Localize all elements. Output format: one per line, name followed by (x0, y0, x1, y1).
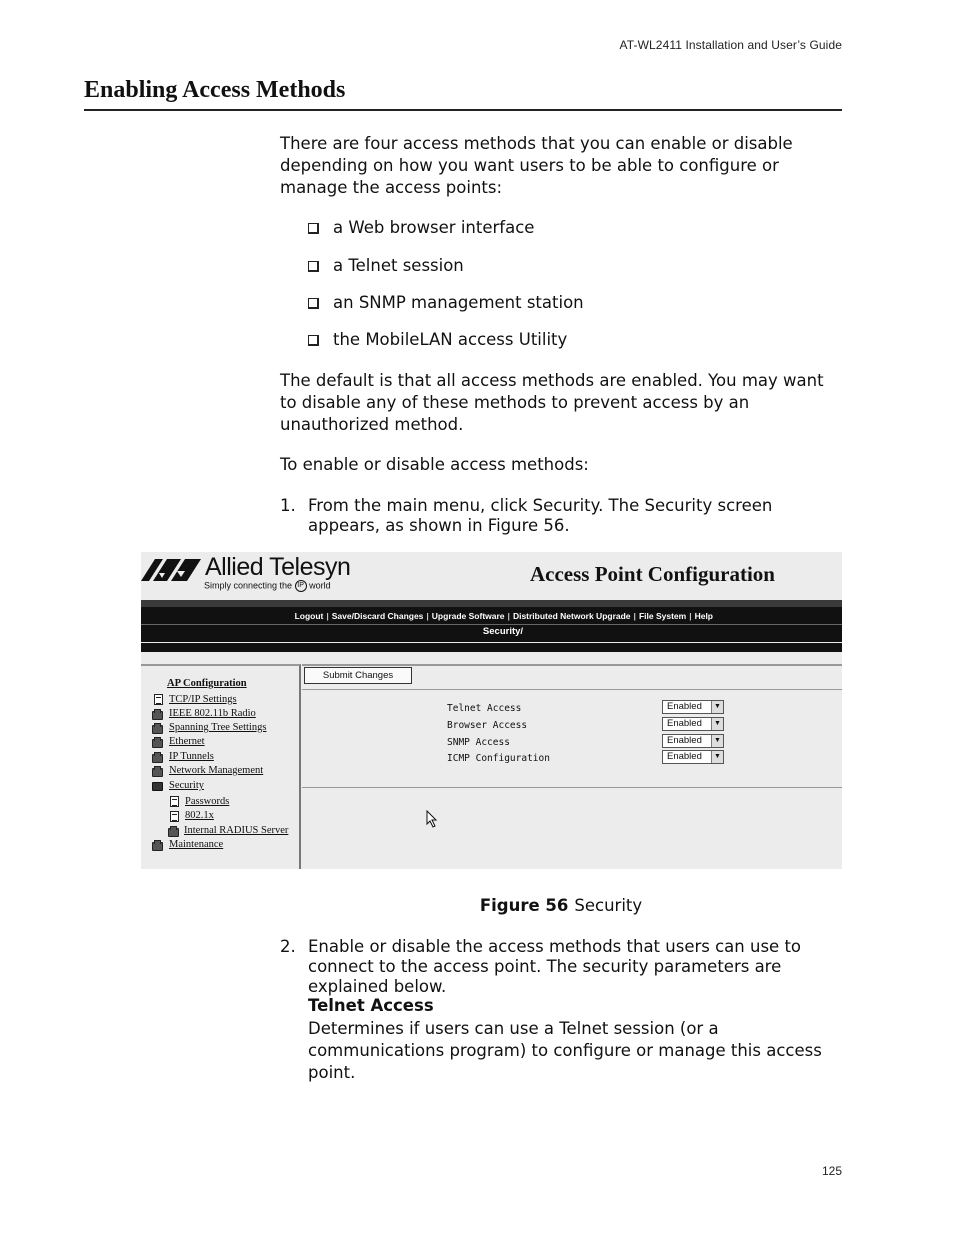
sidebar-item-ethernet[interactable]: Ethernet (169, 736, 205, 747)
checkbox-icon (308, 298, 319, 309)
sidebar-item-spanning-tree[interactable]: Spanning Tree Settings (169, 722, 267, 733)
lead-in: To enable or disable access methods: (280, 455, 589, 474)
step-2 (280, 937, 842, 997)
sidebar-title[interactable]: AP Configuration (167, 678, 247, 689)
folder-icon (152, 711, 163, 720)
telnet-access-heading: Telnet Access (308, 996, 434, 1015)
telnet-access-value: Enabled (667, 701, 702, 712)
page-icon (170, 811, 179, 822)
folder-icon (152, 725, 163, 734)
tagline (204, 580, 331, 592)
sidebar-item-ip-tunnels[interactable]: IP Tunnels (169, 751, 214, 762)
tagline-left: Simply connecting the (204, 580, 293, 591)
snmp-access-select[interactable] (662, 734, 724, 748)
nav-separator: | (507, 611, 510, 621)
nav-separator: | (326, 611, 329, 621)
telnet-access-description: Determines if users can use a Telnet session (or a communications program) to configure or manage this access point. (308, 1019, 822, 1082)
figure-caption (0, 896, 954, 915)
step-number: 1. (280, 496, 296, 515)
app-title: Access Point Configuration (530, 562, 775, 586)
sidebar-item-tcpip[interactable]: TCP/IP Settings (169, 694, 237, 705)
security-screenshot (141, 552, 842, 869)
section-title: Enabling Access Methods (84, 77, 346, 103)
sidebar-item-8021x[interactable]: 802.1x (185, 810, 214, 821)
nav-file-system[interactable]: File System (638, 611, 687, 621)
bullet-item (308, 329, 567, 351)
breadcrumb: Security/ (482, 626, 524, 637)
nav-distributed-upgrade[interactable]: Distributed Network Upgrade (512, 611, 631, 621)
submit-changes-button[interactable]: Submit Changes (304, 667, 412, 684)
browser-access-select[interactable] (662, 717, 724, 731)
mouse-pointer-icon (426, 810, 438, 828)
icmp-configuration-label: ICMP Configuration (447, 753, 550, 764)
browser-access-value: Enabled (667, 718, 702, 729)
page-number: 125 (821, 1164, 842, 1178)
telnet-access-label: Telnet Access (447, 703, 522, 714)
nav-links (292, 611, 716, 621)
chevron-down-icon: ▼ (711, 751, 723, 763)
step-1 (280, 496, 842, 536)
bullet-text: a Web browser interface (333, 218, 535, 237)
step-number: 2. (280, 937, 296, 956)
icmp-configuration-value: Enabled (667, 751, 702, 762)
bullet-text: the MobileLAN access Utility (333, 330, 568, 349)
checkbox-icon (308, 261, 319, 272)
running-head: AT-WL2411 Installation and User’s Guide (619, 38, 842, 52)
sidebar-item-radius-server[interactable]: Internal RADIUS Server (184, 825, 289, 836)
nav-logout[interactable]: Logout (294, 611, 324, 621)
snmp-access-value: Enabled (667, 735, 702, 746)
nav-stripe (141, 600, 842, 607)
figure-text: Security (574, 896, 643, 915)
sidebar-item-maintenance[interactable]: Maintenance (169, 839, 224, 850)
open-folder-icon (152, 782, 163, 791)
content-divider (302, 689, 842, 690)
bullet-item (308, 255, 464, 277)
bullet-text: an SNMP management station (333, 293, 584, 312)
folder-icon (152, 754, 163, 763)
telnet-access-select[interactable] (662, 700, 724, 714)
browser-access-label: Browser Access (447, 720, 528, 731)
chevron-down-icon: ▼ (711, 701, 723, 713)
figure-label: Figure 56 (479, 896, 569, 915)
folder-icon (152, 842, 163, 851)
chevron-down-icon: ▼ (711, 735, 723, 747)
snmp-access-label: SNMP Access (447, 737, 510, 748)
checkbox-icon (308, 335, 319, 346)
sidebar-item-network-management[interactable]: Network Management (169, 765, 264, 776)
brand-name: Allied Telesyn (205, 553, 351, 581)
folder-icon (152, 768, 163, 777)
tagline-right: world (309, 580, 331, 591)
content-pane (302, 664, 842, 869)
bullet-text: a Telnet session (333, 256, 464, 275)
default-note: The default is that all access methods are enabled. You may want to disable any of these methods to prevent access by an unauthorized method. (280, 371, 824, 434)
divider-bar (141, 643, 842, 652)
bullet-item (308, 292, 584, 314)
step-text: Enable or disable the access methods that users can use to connect to the access point. The security parameters are explained below. (308, 937, 802, 996)
bullet-item (308, 217, 534, 239)
ip-globe-icon: IP (295, 580, 307, 592)
sidebar-item-security[interactable]: Security (169, 780, 204, 791)
nav-separator: | (689, 611, 692, 621)
icmp-configuration-select[interactable] (662, 750, 724, 764)
nav-upgrade-software[interactable]: Upgrade Software (431, 611, 505, 621)
title-rule (84, 109, 842, 111)
nav-save-discard[interactable]: Save/Discard Changes (331, 611, 424, 621)
content-divider (302, 787, 842, 788)
chevron-down-icon: ▼ (711, 718, 723, 730)
nav-separator: | (426, 611, 429, 621)
nav-separator: | (633, 611, 636, 621)
sidebar-item-radio[interactable]: IEEE 802.11b Radio (169, 708, 256, 719)
page-icon (154, 694, 163, 705)
allied-telesyn-logo-icon (141, 559, 201, 581)
checkbox-icon (308, 223, 319, 234)
step-text: From the main menu, click Security. The Security screen appears, as shown in Figure 56. (308, 496, 773, 535)
intro-paragraph: There are four access methods that you can enable or disable depending on how you want users to be able to configure or manage the access points: (280, 134, 793, 197)
page-icon (170, 796, 179, 807)
sidebar-item-passwords[interactable]: Passwords (185, 796, 230, 807)
nav-help[interactable]: Help (694, 611, 713, 621)
folder-icon (168, 828, 179, 837)
folder-icon (152, 739, 163, 748)
